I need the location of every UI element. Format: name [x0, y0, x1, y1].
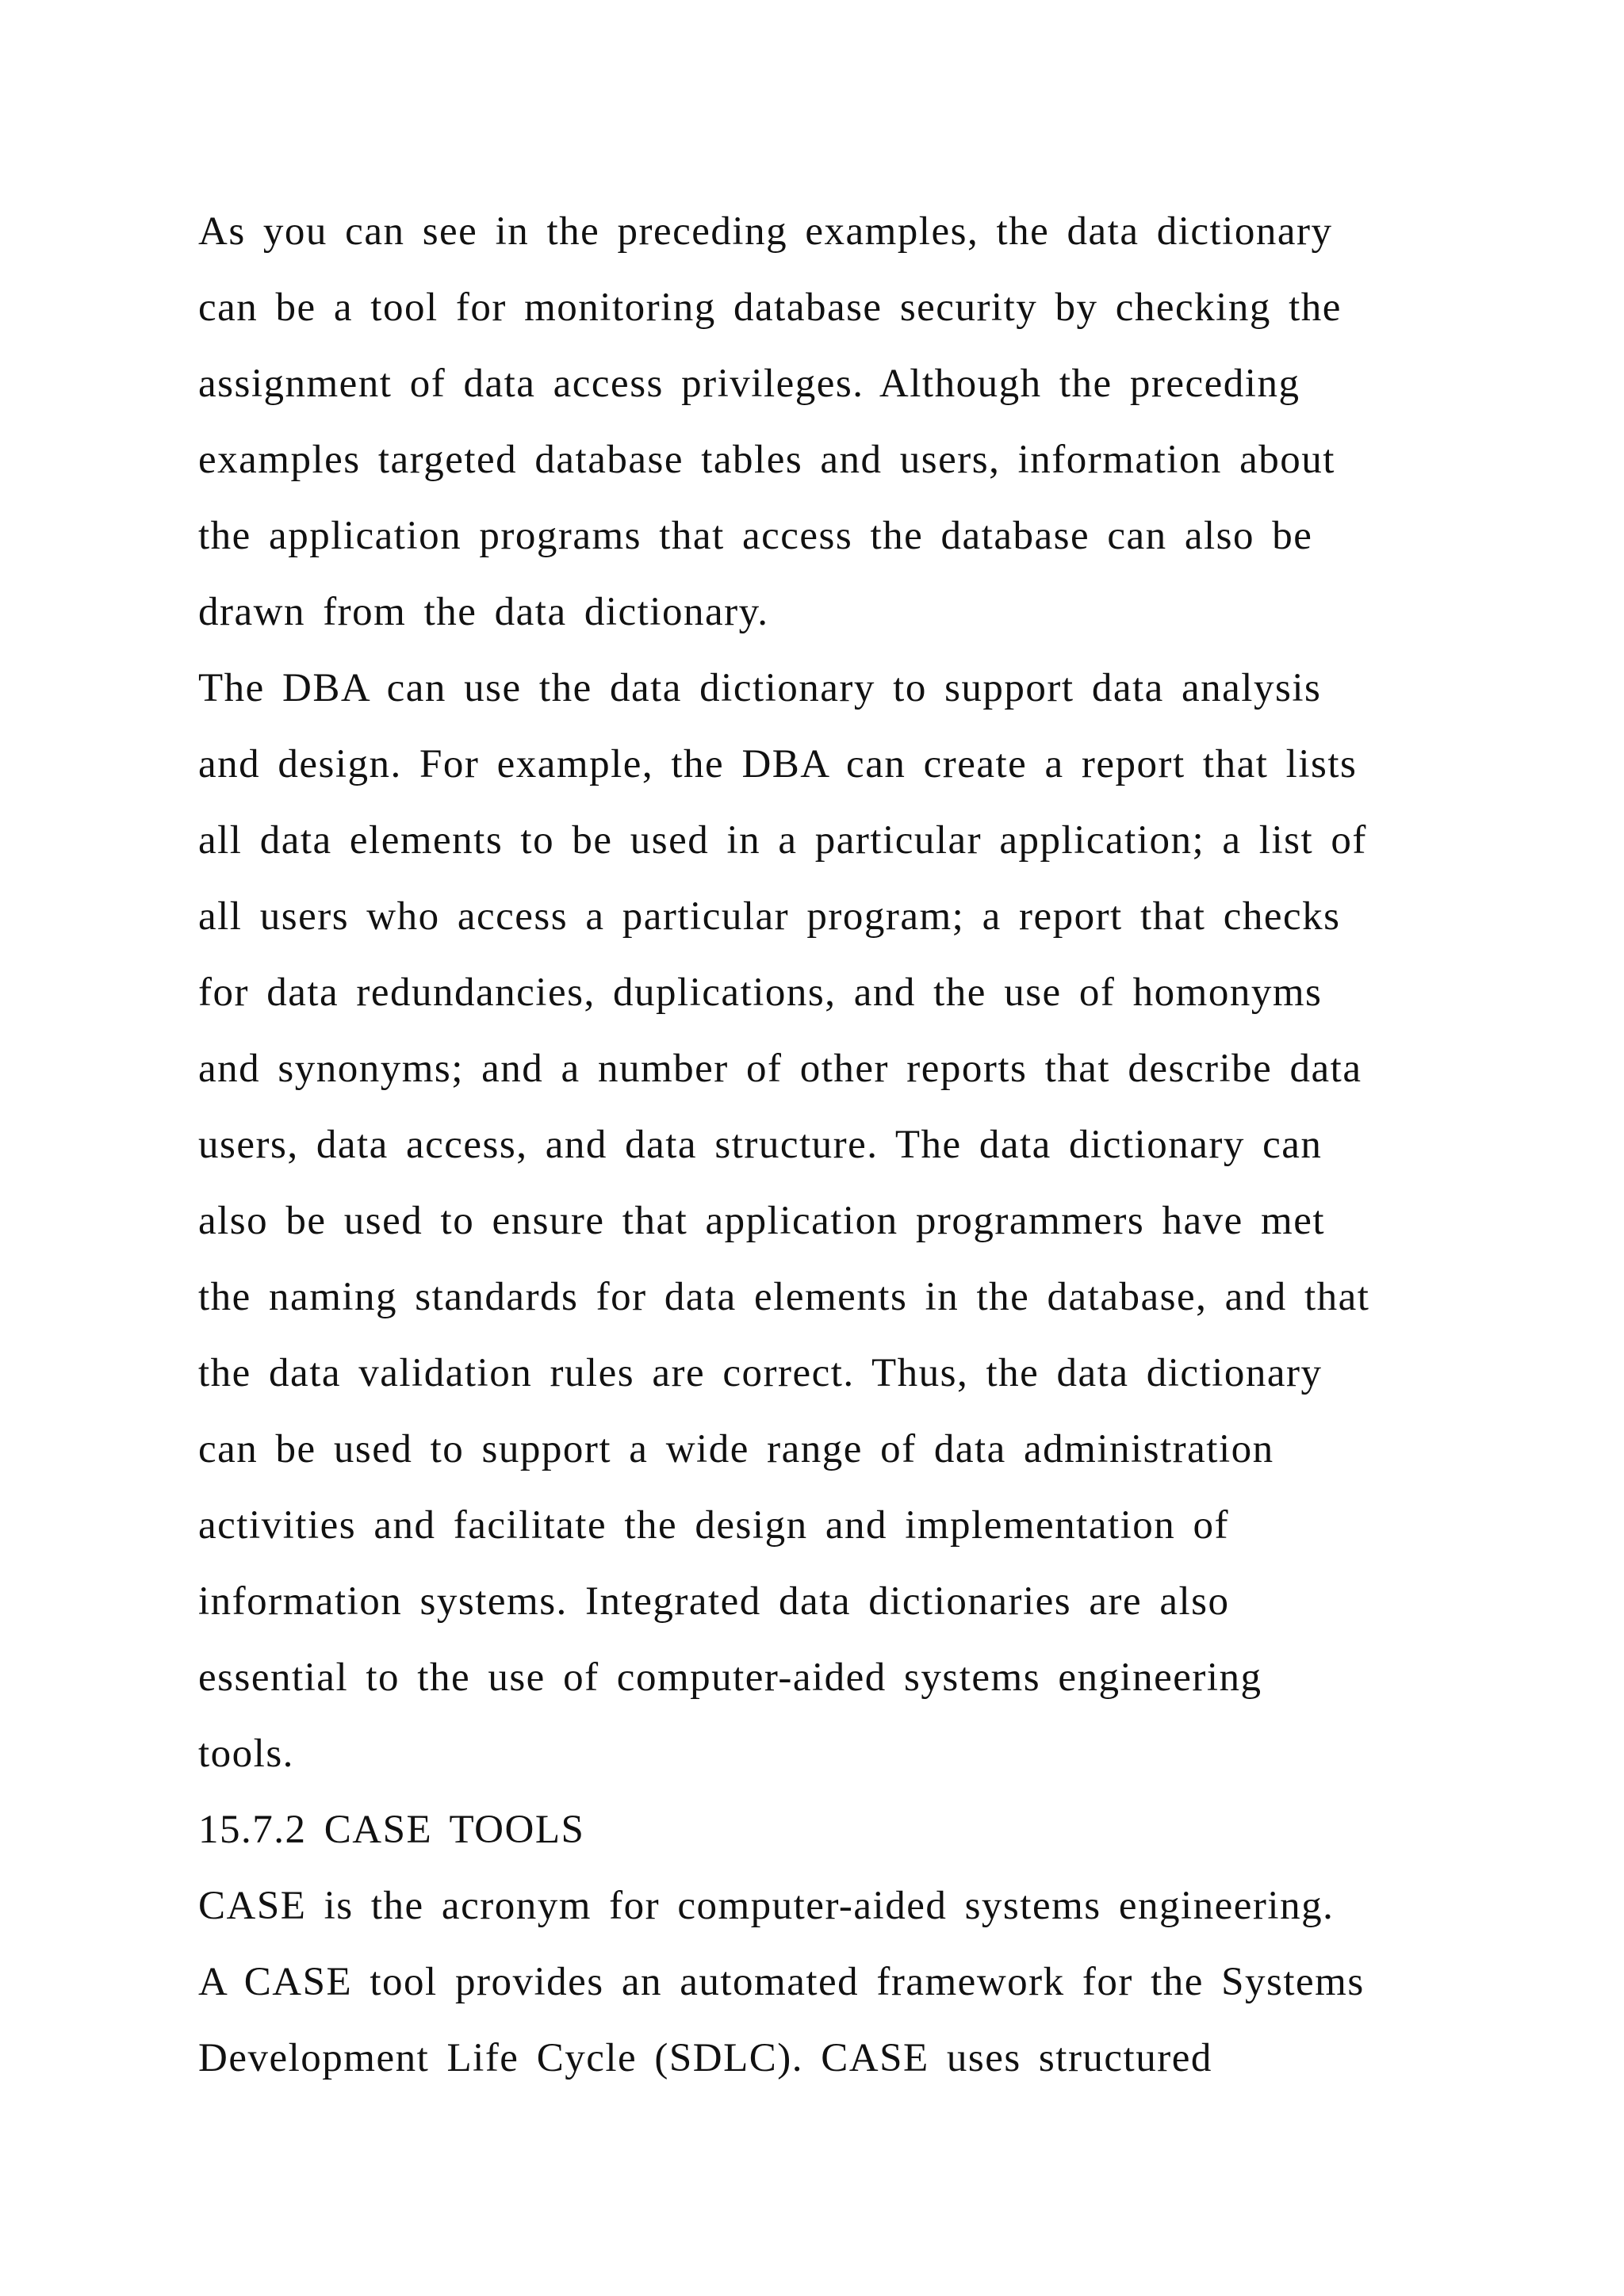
text-line: A CASE tool provides an automated framework for the Systems: [198, 1960, 1365, 2004]
text-line: all data elements to be used in a particular application; a list of: [198, 818, 1367, 863]
text-line: can be used to support a wide range of data administration: [198, 1427, 1274, 1471]
text-line: and design. For example, the DBA can create a report that lists: [198, 742, 1358, 786]
text-line: tools.: [198, 1732, 294, 1776]
text-line: Development Life Cycle (SDLC). CASE uses structured: [198, 2036, 1212, 2080]
text-line: The DBA can use the data dictionary to support data analysis: [198, 666, 1322, 710]
text-line: for data redundancies, duplications, and the use of homonyms: [198, 970, 1323, 1015]
text-line: As you can see in the preceding examples, the data dictionary: [198, 209, 1333, 254]
text-line: examples targeted database tables and users, information about: [198, 438, 1335, 482]
document-body: [198, 193, 1546, 2096]
text-line: the data validation rules are correct. Thus, the data dictionary: [198, 1351, 1323, 1395]
text-line: the application programs that access the database can also be: [198, 514, 1313, 558]
text-line: CASE is the acronym for computer-aided systems engineering.: [198, 1884, 1335, 1928]
text-line: activities and facilitate the design and implementation of: [198, 1503, 1230, 1548]
text-line: assignment of data access privileges. Although the preceding: [198, 362, 1300, 406]
text-line: drawn from the data dictionary.: [198, 590, 769, 634]
text-line: the naming standards for data elements in the database, and that: [198, 1275, 1370, 1319]
text-line: information systems. Integrated data dictionaries are also: [198, 1579, 1230, 1624]
text-line: essential to the use of computer-aided systems engineering: [198, 1655, 1262, 1700]
text-line: and synonyms; and a number of other reports that describe data: [198, 1047, 1362, 1091]
text-line: also be used to ensure that application programmers have met: [198, 1199, 1326, 1243]
section-heading: 15.7.2 CASE TOOLS: [198, 1808, 585, 1852]
text-line: all users who access a particular program; a report that checks: [198, 894, 1341, 939]
text-line: can be a tool for monitoring database security by checking the: [198, 285, 1342, 330]
text-line: users, data access, and data structure. The data dictionary can: [198, 1123, 1323, 1167]
